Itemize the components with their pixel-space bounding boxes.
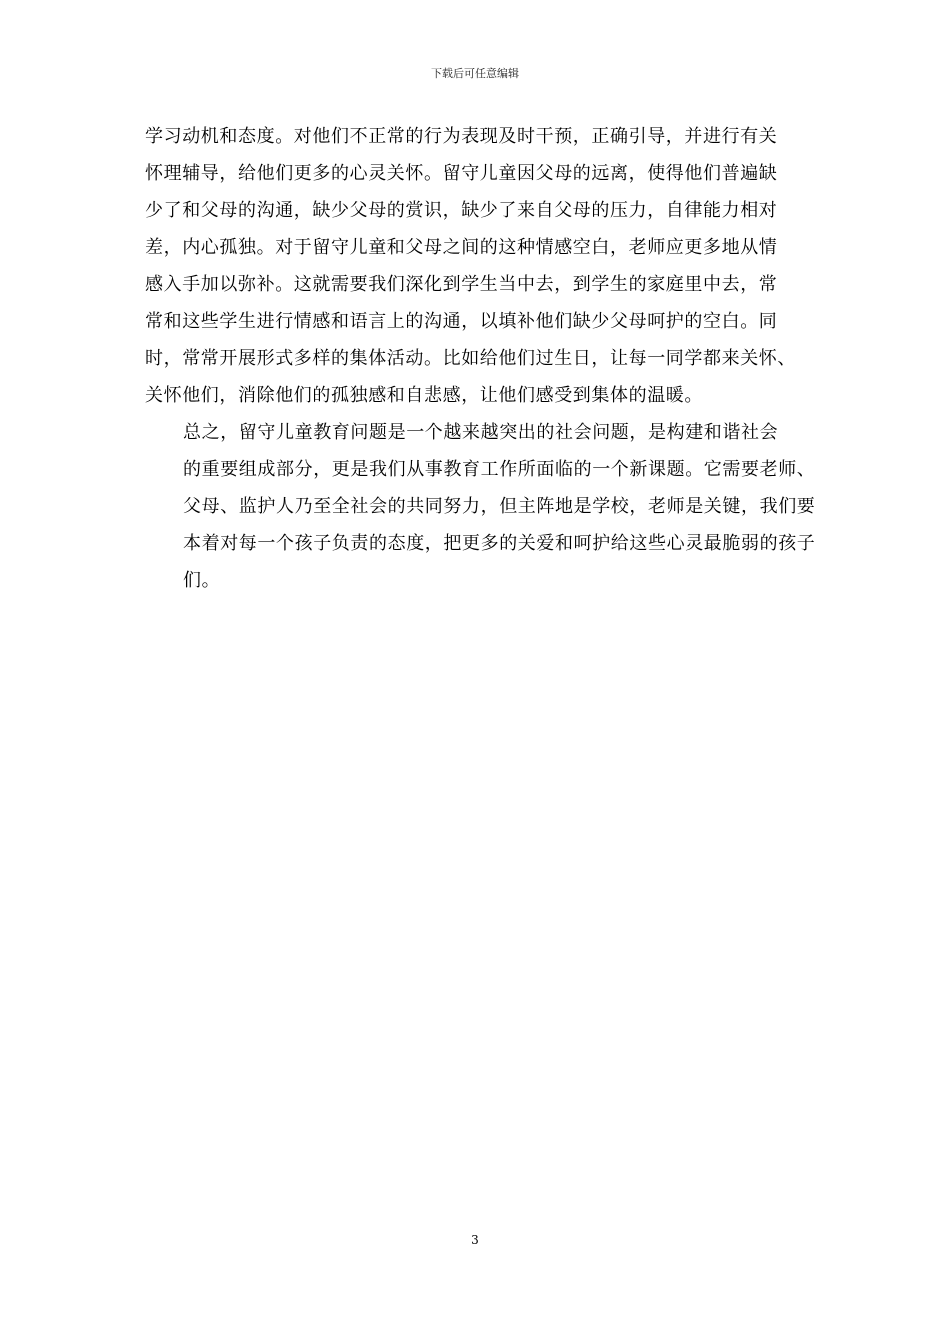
paragraph-2 xyxy=(145,414,825,599)
text-line: 总之，留守儿童教育问题是一个越来越突出的社会问题，是构建和谐社会 xyxy=(183,422,779,443)
text-line: 的重要组成部分，更是我们从事教育工作所面临的一个新课题。它需要老师、 xyxy=(183,459,816,480)
text-line: 学习动机和态度。对他们不正常的行为表现及时干预，正确引导，并进行有关 xyxy=(145,126,778,147)
text-line: 常和这些学生进行情感和语言上的沟通，以填补他们缺少父母呵护的空白。同 xyxy=(145,311,778,332)
page-header-note: 下载后可任意编辑 xyxy=(431,67,519,80)
text-line: 父母、监护人乃至全社会的共同努力，但主阵地是学校，老师是关键，我们要 xyxy=(183,496,816,517)
text-line: 时，常常开展形式多样的集体活动。比如给他们过生日，让每一同学都来关怀、 xyxy=(145,348,796,369)
text-line: 少了和父母的沟通，缺少父母的赏识，缺少了来自父母的压力，自律能力相对 xyxy=(145,200,778,221)
text-line: 们。 xyxy=(183,570,221,591)
page-number: 3 xyxy=(471,1233,479,1247)
text-line: 差，内心孤独。对于留守儿童和父母之间的这种情感空白，老师应更多地从情 xyxy=(145,237,778,258)
text-line: 怀理辅导，给他们更多的心灵关怀。留守儿童因父母的远离，使得他们普遍缺 xyxy=(145,163,778,184)
paragraph-1 xyxy=(145,118,825,414)
text-line: 关怀他们，消除他们的孤独感和自悲感，让他们感受到集体的温暖。 xyxy=(145,385,703,406)
text-line: 本着对每一个孩子负责的态度，把更多的关爱和呵护给这些心灵最脆弱的孩子 xyxy=(183,533,816,554)
text-line: 感入手加以弥补。这就需要我们深化到学生当中去，到学生的家庭里中去，常 xyxy=(145,274,778,295)
document-body xyxy=(145,118,825,599)
